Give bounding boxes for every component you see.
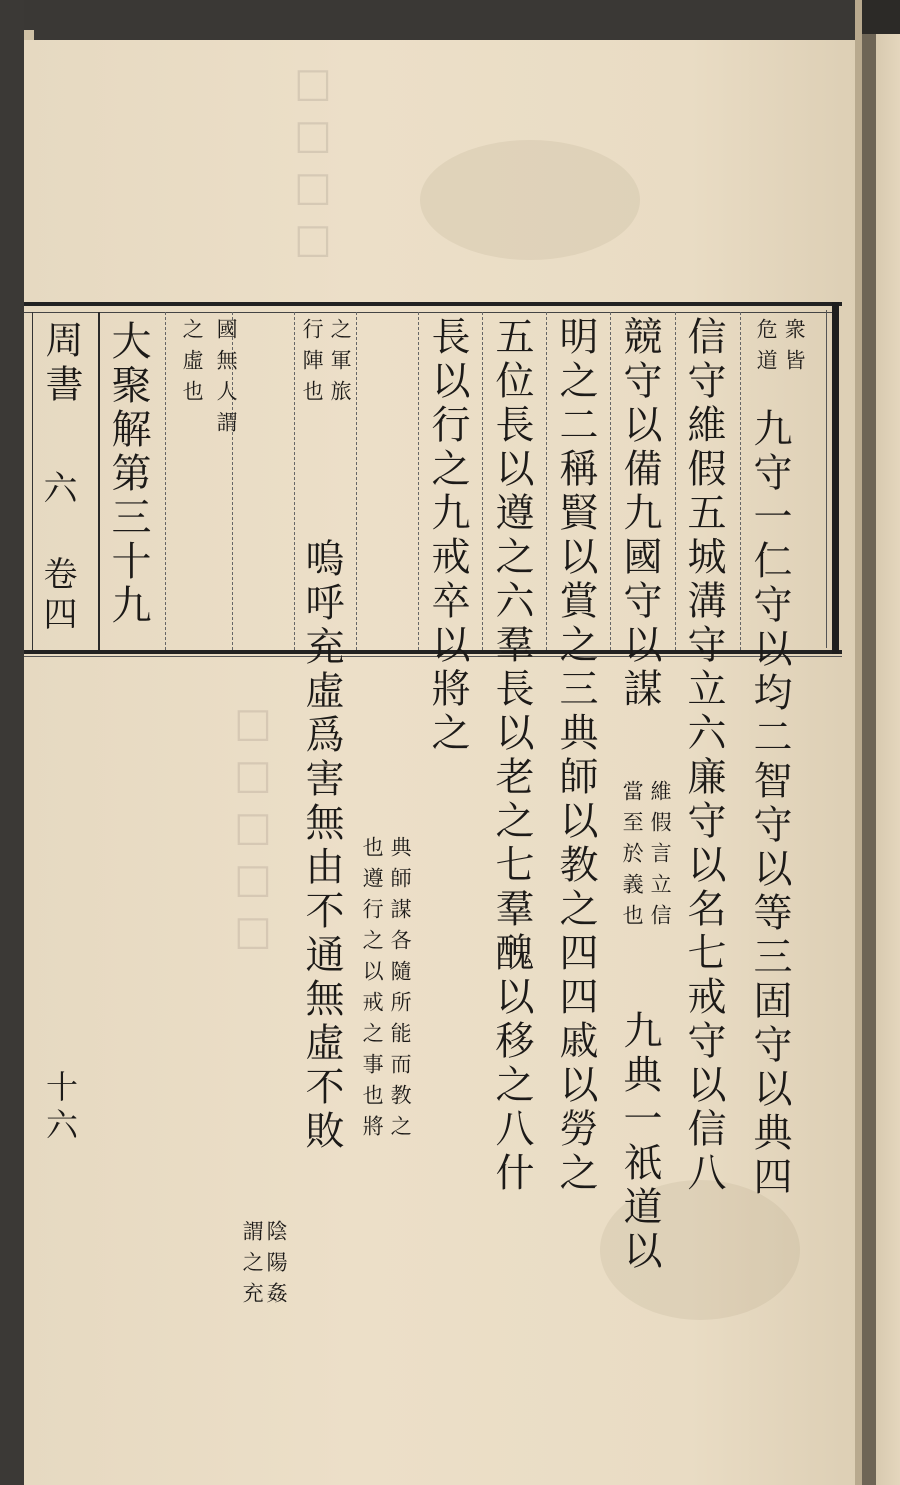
gutter-shadow	[862, 0, 876, 1485]
column-rule	[418, 312, 419, 650]
annotation: 行陣也	[300, 318, 325, 411]
text-column-3: 競守以備九國守以謀	[617, 316, 662, 712]
banxin-juan: 六 卷四	[37, 470, 77, 636]
frame-border-top-inner	[24, 312, 838, 313]
banxin-rule	[98, 312, 100, 650]
annotation: 之軍旅	[328, 318, 353, 411]
annotation: 也遵行之以戒之事也將	[360, 836, 385, 1146]
annotation: 典師謀各隨所能而教之	[388, 836, 413, 1146]
column-rule	[165, 312, 166, 650]
show-through: □□□□□	[230, 700, 276, 960]
frame-border-top	[24, 302, 842, 306]
column-rule	[610, 312, 611, 650]
text-column-3-tail: 九典一祇道以	[617, 1010, 662, 1274]
chapter-title: 大聚解第三十九	[105, 320, 151, 628]
column-rule	[675, 312, 676, 650]
annotation: 陰陽姦	[264, 1220, 289, 1313]
annotation: 國無人謂	[214, 318, 239, 442]
column-rule	[294, 312, 295, 650]
column-rule	[482, 312, 483, 650]
text-column-2: 信守維假五城溝守立六廉守以名七戒守以信八	[681, 316, 726, 1196]
annotation: 當至於義也	[620, 780, 645, 935]
annotation: 維假言立信	[648, 780, 673, 935]
annotation: 之虛也	[180, 318, 205, 411]
annotation: 衆皆	[782, 318, 807, 380]
annotation: 謂之充	[240, 1220, 265, 1313]
frame-border-right	[832, 302, 839, 654]
banxin-leaf: 十六	[41, 1070, 79, 1146]
annotation: 危道	[754, 318, 779, 380]
text-column-1: 九守一仁守以均二智守以等三固守以典四	[747, 408, 792, 1200]
text-column-6: 長以行之九戒卒以將之	[425, 316, 470, 756]
column-rule	[546, 312, 547, 650]
text-column-5: 五位長以遵之六羣長以老之七羣醜以移之八什	[489, 316, 534, 1196]
text-column-7: 嗚呼充虛爲害無由不通無虛不敗	[299, 538, 344, 1154]
stain	[420, 140, 640, 260]
column-rule	[356, 312, 357, 650]
banxin-title: 周書	[39, 320, 83, 408]
frame-border-right-inner	[826, 310, 827, 648]
text-column-4: 明之二稱賢以賞之三典師以教之四四戚以勞之	[553, 316, 598, 1196]
facing-page	[876, 0, 900, 1485]
backdrop	[0, 0, 24, 1485]
banxin-rule	[32, 312, 33, 650]
show-through: □□□□	[290, 60, 336, 268]
spine-band	[862, 0, 900, 34]
column-rule	[740, 312, 741, 650]
